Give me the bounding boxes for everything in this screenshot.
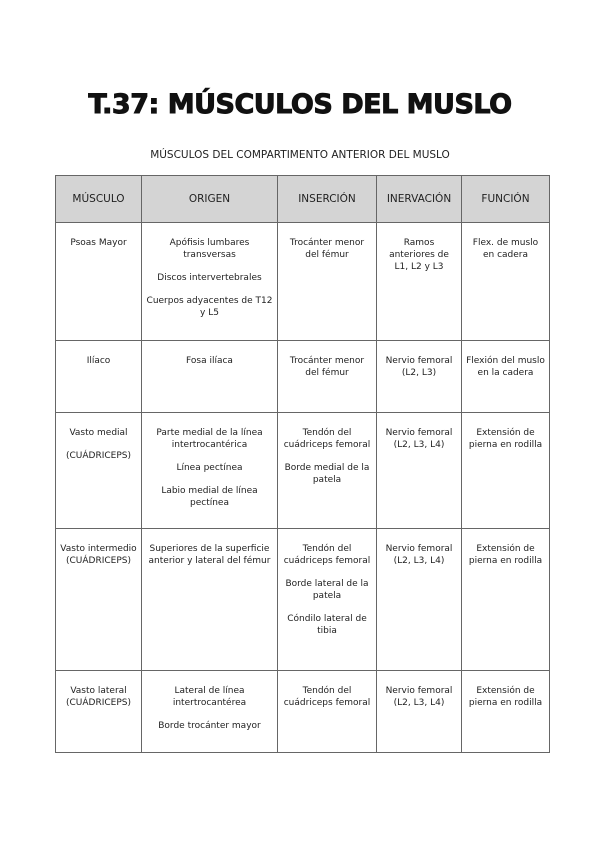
cell-text: Borde lateral de la patela	[285, 579, 369, 601]
cell-musculo	[56, 671, 142, 753]
cell-origen	[142, 529, 278, 671]
table-subtitle: MÚSCULOS DEL COMPARTIMENTO ANTERIOR DEL MUSLO	[150, 149, 450, 161]
cell-inervacion	[377, 223, 462, 341]
cell-insercion	[278, 529, 377, 671]
cell-insercion	[278, 413, 377, 529]
cell-inervacion	[377, 671, 462, 753]
cell-text: Nervio femoral (L2, L3, L4)	[385, 428, 453, 450]
cell-insercion	[278, 671, 377, 753]
table-row	[56, 413, 550, 529]
cell-text: Trocánter menor del fémur	[289, 238, 365, 260]
cell-funcion	[462, 529, 550, 671]
cell-origen	[142, 671, 278, 753]
cell-funcion	[462, 223, 550, 341]
cell-text: Tendón del cuádriceps femoral	[283, 544, 371, 566]
cell-text: Superiores de la superficie anterior y lateral del fémur	[148, 544, 271, 566]
cell-text: Cóndilo lateral de tibia	[287, 614, 367, 636]
table-row	[56, 529, 550, 671]
cell-origen	[142, 413, 278, 529]
page-title: T.37: MÚSCULOS DEL MUSLO	[88, 89, 512, 120]
table-header-row	[56, 176, 550, 223]
cell-text: Lateral de línea intertrocantérea	[172, 686, 247, 708]
cell-text: Fosa ilíaca	[186, 356, 233, 366]
cell-text: Vasto lateral (CUÁDRICEPS)	[66, 686, 131, 708]
cell-text: Vasto intermedio (CUÁDRICEPS)	[60, 544, 137, 566]
table-row	[56, 223, 550, 341]
cell-text: Flex. de muslo en cadera	[472, 238, 539, 260]
cell-text: Parte medial de la línea intertrocantérica	[156, 428, 263, 450]
table-row	[56, 341, 550, 413]
header-inervacion: INERVACIÓN	[377, 176, 462, 223]
cell-text: Apófisis lumbares transversas	[169, 238, 250, 260]
cell-insercion	[278, 341, 377, 413]
cell-text: Cuerpos adyacentes de T12 y L5	[146, 296, 273, 318]
cell-text: Trocánter menor del fémur	[289, 356, 365, 378]
cell-inervacion	[377, 529, 462, 671]
cell-text: Borde trocánter mayor	[158, 721, 261, 731]
header-funcion: FUNCIÓN	[462, 176, 550, 223]
muscles-table	[55, 175, 550, 753]
cell-funcion	[462, 341, 550, 413]
cell-text: Tendón del cuádriceps femoral	[283, 686, 371, 708]
cell-text: Nervio femoral (L2, L3)	[385, 356, 453, 378]
cell-insercion	[278, 223, 377, 341]
cell-text: Flexión del muslo en la cadera	[466, 356, 545, 378]
cell-musculo	[56, 341, 142, 413]
cell-text: Extensión de pierna en rodilla	[468, 686, 543, 708]
cell-inervacion	[377, 413, 462, 529]
cell-text: Psoas Mayor	[70, 238, 127, 248]
cell-text: Ilíaco	[86, 356, 111, 366]
cell-musculo	[56, 529, 142, 671]
cell-text: Vasto medial	[69, 428, 128, 438]
cell-text: Borde medial de la patela	[284, 463, 370, 485]
cell-text: Línea pectínea	[176, 463, 243, 473]
cell-text: (CUÁDRICEPS)	[66, 451, 131, 461]
cell-musculo	[56, 413, 142, 529]
header-insercion: INSERCIÓN	[278, 176, 377, 223]
cell-musculo	[56, 223, 142, 341]
cell-inervacion	[377, 341, 462, 413]
table-row	[56, 671, 550, 753]
cell-text: Extensión de pierna en rodilla	[468, 428, 543, 450]
cell-text: Nervio femoral (L2, L3, L4)	[385, 686, 453, 708]
cell-text: Discos intervertebrales	[157, 273, 262, 283]
cell-origen	[142, 223, 278, 341]
cell-text: Nervio femoral (L2, L3, L4)	[385, 544, 453, 566]
header-musculo: MÚSCULO	[56, 176, 142, 223]
cell-text: Tendón del cuádriceps femoral	[283, 428, 371, 450]
cell-funcion	[462, 671, 550, 753]
cell-origen	[142, 341, 278, 413]
cell-text: Ramos anteriores de L1, L2 y L3	[389, 238, 449, 272]
cell-text: Extensión de pierna en rodilla	[468, 544, 543, 566]
cell-funcion	[462, 413, 550, 529]
header-origen: ORIGEN	[142, 176, 278, 223]
cell-text: Labio medial de línea pectínea	[161, 486, 258, 508]
